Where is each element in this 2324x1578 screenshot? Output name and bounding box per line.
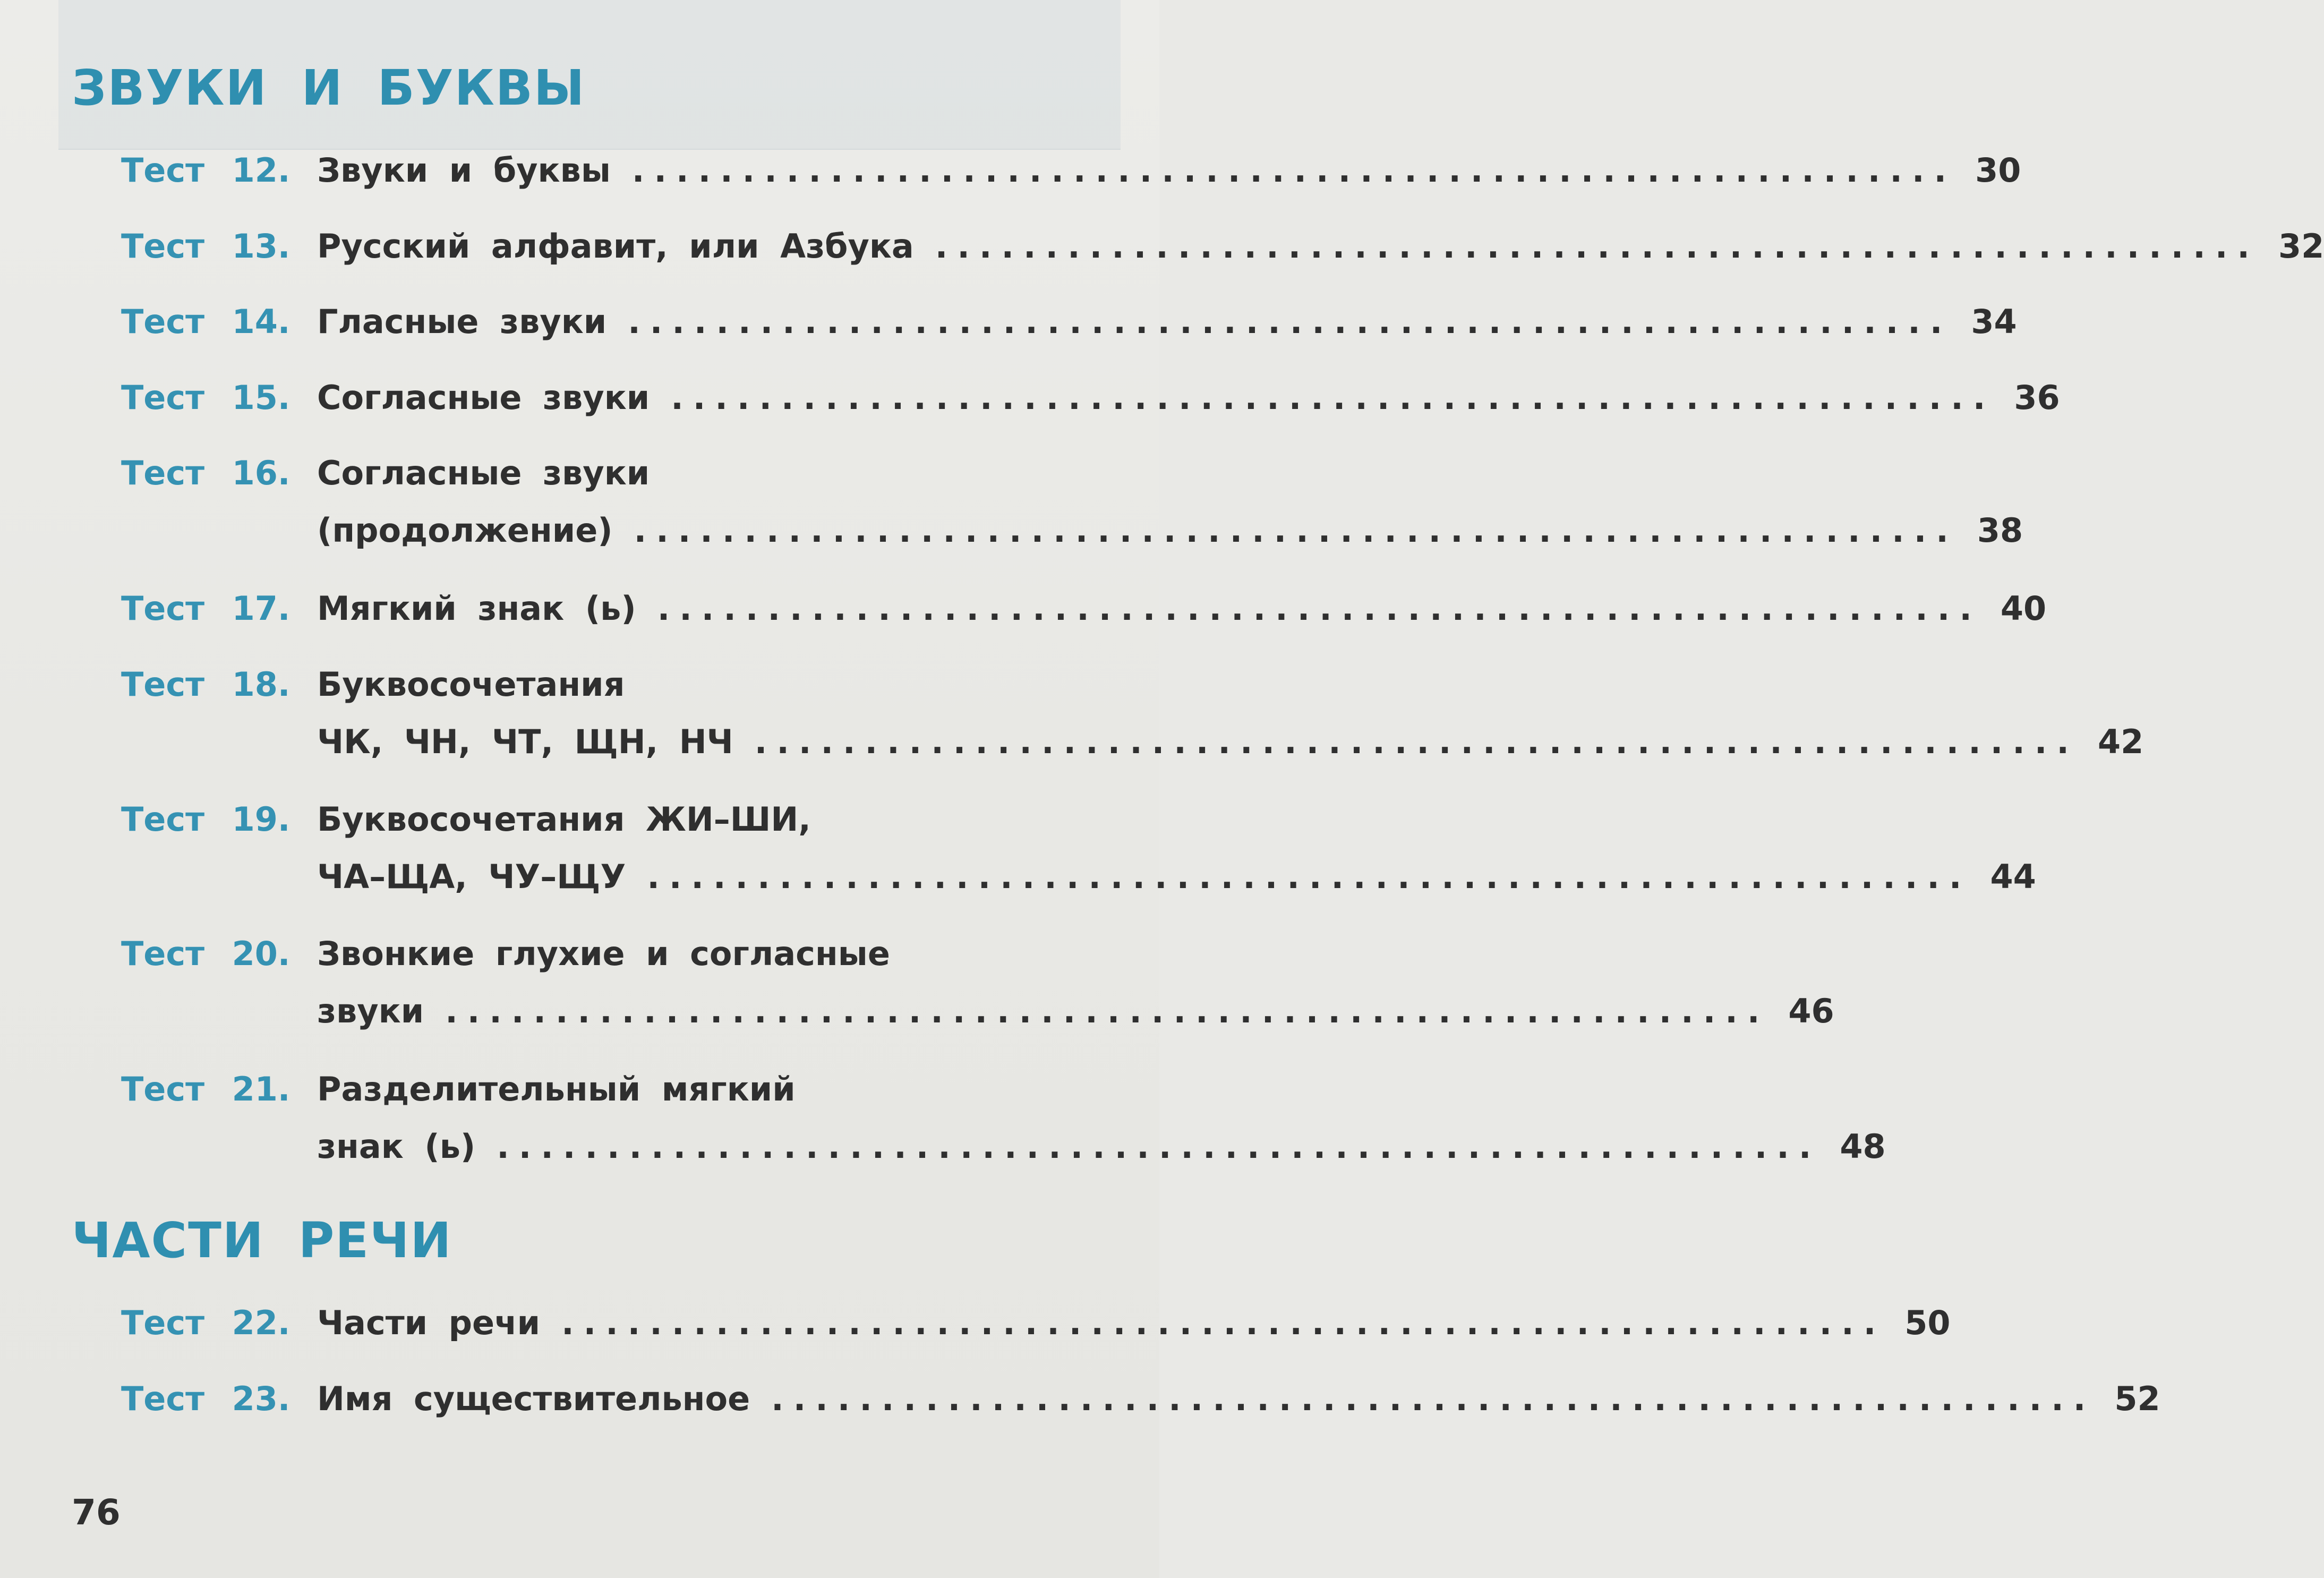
page-ref[interactable]: 36 <box>2014 378 2060 417</box>
page-ref[interactable]: 42 <box>2097 722 2144 761</box>
test-number: Тест 15. <box>121 378 290 417</box>
dot-leader: ............................................................ <box>647 857 1971 896</box>
test-number: Тест 19. <box>121 800 290 839</box>
entry-title: Русский алфавит, или Азбука <box>317 227 914 266</box>
page-ref[interactable]: 40 <box>2000 589 2047 628</box>
section-heading-sounds-letters: ЗВУКИ И БУКВЫ <box>72 59 586 116</box>
dot-leader: ............................................................ <box>935 227 2259 266</box>
entry-title: знак (ь) <box>317 1127 476 1166</box>
dot-leader: ............................................................ <box>754 722 2079 761</box>
entry-title: Гласные звуки <box>317 302 607 341</box>
entry-title-line <box>317 1070 1114 1108</box>
dot-leader: ............................................................ <box>771 1379 2096 1418</box>
entry-title-line <box>317 665 1114 704</box>
entry-title: Разделительный мягкий <box>317 1070 796 1108</box>
entry-title: Части речи <box>317 1303 541 1342</box>
entry-title-line-with-page <box>317 378 2060 417</box>
entry-title-line-with-page <box>317 589 2047 628</box>
entry-title-line-with-page <box>317 857 2036 896</box>
entry-title-line-with-page <box>317 227 2324 266</box>
test-number: Тест 17. <box>121 589 290 628</box>
page-ref[interactable]: 32 <box>2278 227 2324 266</box>
page-ref[interactable]: 50 <box>1904 1303 1951 1342</box>
page-ref[interactable]: 52 <box>2114 1379 2160 1418</box>
test-number: Тест 13. <box>121 227 290 266</box>
entry-title: ЧА–ЩА, ЧУ–ЩУ <box>317 857 626 896</box>
entry-title-line-with-page <box>317 992 1834 1030</box>
page-ref[interactable]: 48 <box>1840 1127 1886 1166</box>
dot-leader: ............................................................ <box>445 992 1770 1030</box>
entry-title: звуки <box>317 992 424 1030</box>
test-number: Тест 23. <box>121 1379 290 1418</box>
entry-title: ЧК, ЧН, ЧТ, ЩН, НЧ <box>317 722 733 761</box>
test-number: Тест 21. <box>121 1070 290 1108</box>
entry-title: Имя существительное <box>317 1379 750 1418</box>
dot-leader: ............................................................ <box>497 1127 1821 1166</box>
entry-title: (продолжение) <box>317 511 613 550</box>
dot-leader: ............................................................ <box>628 302 1952 341</box>
dot-leader: ............................................................ <box>634 511 1958 550</box>
dot-leader: ............................................................ <box>561 1303 1886 1342</box>
page-ref[interactable]: 34 <box>1971 302 2017 341</box>
entry-title-line-with-page <box>317 1127 1886 1166</box>
test-number: Тест 16. <box>121 454 290 492</box>
page-number: 76 <box>72 1492 121 1533</box>
entry-title-line-with-page <box>317 722 2144 761</box>
entry-title: Буквосочетания ЖИ–ШИ, <box>317 800 811 839</box>
entry-title-line-with-page <box>317 1379 2160 1418</box>
entry-title-line <box>317 800 1114 839</box>
dot-leader: ............................................................ <box>657 589 1981 628</box>
entry-title-line <box>317 454 1114 492</box>
entry-title: Буквосочетания <box>317 665 625 704</box>
dot-leader: ............................................................ <box>671 378 1995 417</box>
test-number: Тест 18. <box>121 665 290 704</box>
entry-title: Согласные звуки <box>317 454 650 492</box>
entry-title: Звонкие глухие и согласные <box>317 934 890 973</box>
entry-title: Согласные звуки <box>317 378 650 417</box>
entry-title: Мягкий знак (ь) <box>317 589 636 628</box>
section-heading-parts-of-speech: ЧАСТИ РЕЧИ <box>72 1212 452 1269</box>
entry-title-line-with-page <box>317 511 2023 550</box>
entry-title-line <box>317 934 1114 973</box>
page-ref[interactable]: 46 <box>1788 992 1834 1030</box>
entry-title: Звуки и буквы <box>317 151 611 190</box>
entry-title-line-with-page <box>317 151 2021 190</box>
test-number: Тест 14. <box>121 302 290 341</box>
page-ref[interactable]: 38 <box>1977 511 2023 550</box>
test-number: Тест 20. <box>121 934 290 973</box>
page-ref[interactable]: 30 <box>1975 151 2021 190</box>
test-number: Тест 22. <box>121 1303 290 1342</box>
page-ref[interactable]: 44 <box>1990 857 2036 896</box>
entry-title-line-with-page <box>317 302 2017 341</box>
test-number: Тест 12. <box>121 151 290 190</box>
entry-title-line-with-page <box>317 1303 1951 1342</box>
dot-leader: ............................................................ <box>631 151 1956 190</box>
